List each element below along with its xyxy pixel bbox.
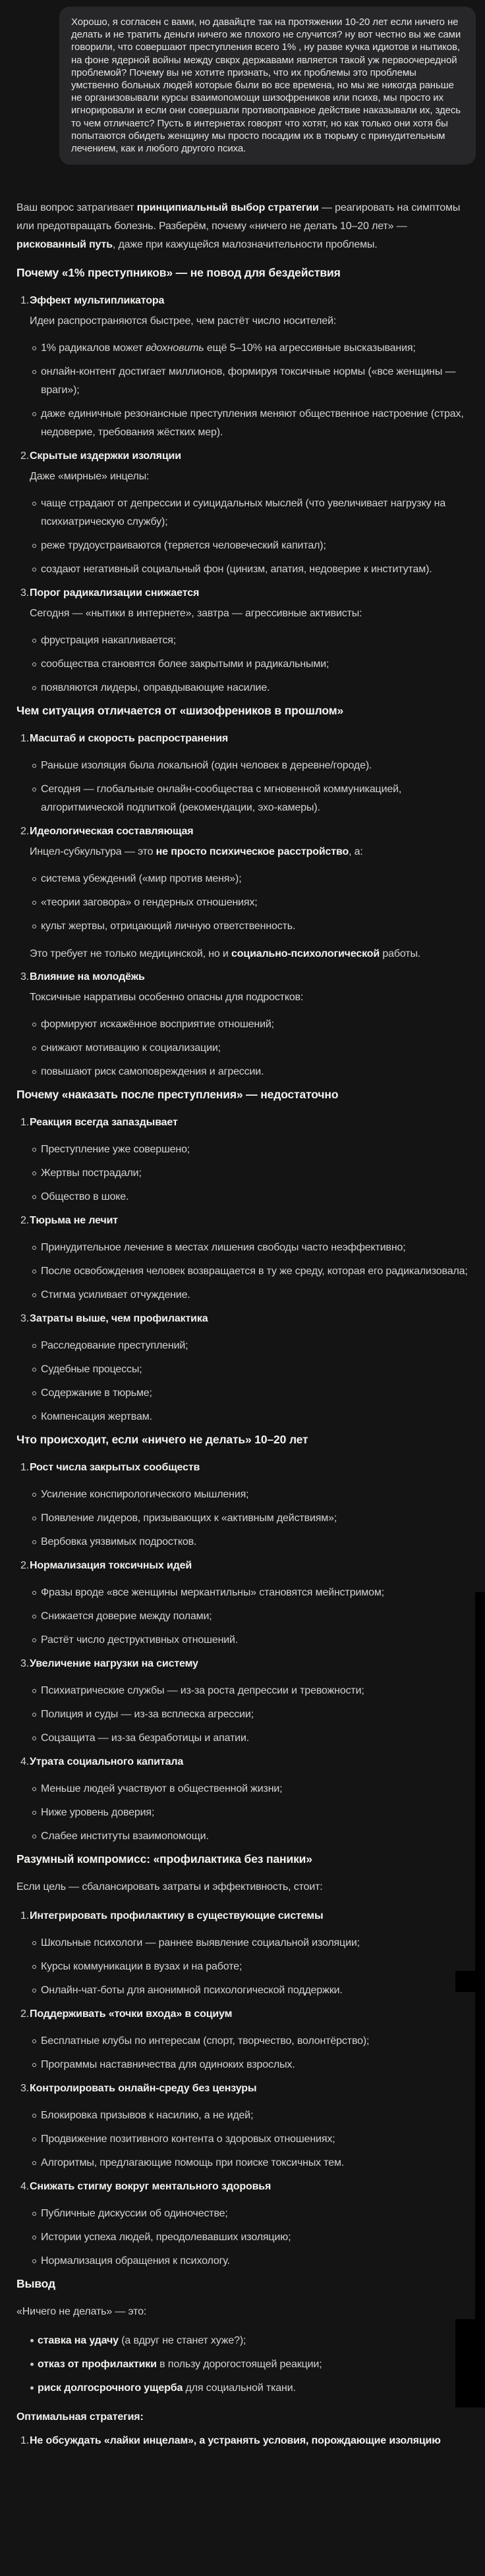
inline-text: формируют искажённое восприятие отношений; bbox=[41, 1019, 274, 1030]
inline-text: даже единичные резонансные преступления меняют общественное настроение (страх, недоверие, требования жёстких мер). bbox=[41, 408, 464, 438]
inline-bold: риск долгосрочного ущерба bbox=[38, 2382, 183, 2394]
sub-bullet-item bbox=[31, 1981, 468, 2000]
inline-text: Ниже уровень доверия; bbox=[41, 1807, 155, 1818]
sub-bullet-item bbox=[31, 1584, 468, 1602]
numbered-item bbox=[20, 1212, 468, 1304]
inline-text: Раньше изоляция была локальной (один человек в деревне/городе). bbox=[41, 760, 372, 771]
numbered-item-title: Скрытые издержки изоляции bbox=[30, 450, 181, 462]
inline-text: Инцел-субкультура — это bbox=[30, 846, 156, 857]
sub-bullet-list bbox=[30, 1140, 468, 1206]
sub-bullet-item bbox=[31, 560, 468, 579]
bullet-item bbox=[27, 2332, 468, 2350]
inline-text: Сегодня — глобальные онлайн-сообщества с мгновенной коммуникацией, алгоритмической подпиткой (рекомендации, эхо-камеры). bbox=[41, 784, 402, 813]
inline-text: в пользу дорогостоящей реакции; bbox=[156, 2359, 322, 2370]
sub-bullet-item bbox=[31, 2056, 468, 2074]
sub-bullet-item bbox=[31, 1780, 468, 1798]
sub-bullet-item bbox=[31, 2032, 468, 2051]
numbered-list bbox=[20, 1459, 468, 1846]
inline-text: — реагировать на симптомы или предотвращать болезнь. Разберём, почему «ничего не делать 10–20 лет» — bbox=[16, 202, 461, 232]
sub-bullet-item bbox=[31, 1486, 468, 1504]
inline-text: Расследование преступлений; bbox=[41, 1340, 188, 1351]
bullet-item bbox=[27, 2355, 468, 2374]
sub-bullet-list bbox=[30, 757, 468, 817]
numbered-item bbox=[20, 2005, 468, 2074]
inline-text: Фразы вроде «все женщины меркантильны» становятся мейнстримом; bbox=[41, 1587, 384, 1598]
answer-subheading: Оптимальная стратегия: bbox=[16, 2411, 144, 2423]
inline-text: Снижается доверие между полами; bbox=[41, 1611, 212, 1622]
answer-section-heading: Почему «наказать после преступления» — недостаточно bbox=[16, 1088, 339, 1101]
sub-bullet-item bbox=[31, 1827, 468, 1846]
inline-text: , а: bbox=[349, 846, 363, 857]
numbered-item-title: Нормализация токсичных идей bbox=[30, 1560, 192, 1571]
sub-bullet-item bbox=[31, 894, 468, 912]
numbered-item bbox=[20, 447, 468, 579]
numbered-item-title: Влияние на молодёжь bbox=[30, 971, 145, 982]
inline-text: фрустрация накапливается; bbox=[41, 635, 177, 646]
sub-bullet-list bbox=[30, 870, 468, 936]
inline-text: Судебные процессы; bbox=[41, 1364, 142, 1375]
answer-section-heading: Вывод bbox=[16, 2277, 55, 2290]
numbered-item-title: Эффект мультипликатора bbox=[30, 295, 165, 306]
inline-text: Жертвы пострадали; bbox=[41, 1167, 142, 1179]
sub-bullet-list bbox=[30, 631, 468, 697]
sub-bullet-item bbox=[31, 780, 468, 817]
inline-bold: ставка на удачу bbox=[38, 2335, 119, 2346]
numbered-item bbox=[20, 1655, 468, 1748]
inline-text: онлайн-контент достигает миллионов, формируя токсичные нормы («все женщины — враги»); bbox=[41, 366, 456, 396]
inline-text: Алгоритмы, предлагающие помощь при поиске токсичных тем. bbox=[41, 2157, 345, 2168]
inline-text: Идеи распространяются быстрее, чем растёт число носителей: bbox=[30, 315, 337, 327]
sub-bullet-item bbox=[31, 1804, 468, 1822]
answer-section-heading: Почему «1% преступников» — не повод для бездействия bbox=[16, 266, 341, 279]
sub-bullet-list bbox=[30, 339, 468, 442]
inline-text: Стигма усиливает отчуждение. bbox=[41, 1289, 190, 1301]
numbered-item bbox=[20, 730, 468, 817]
sub-bullet-item bbox=[31, 339, 468, 358]
numbered-item-title: Поддерживать «точки входа» в социум bbox=[30, 2008, 233, 2020]
answer-section-heading: Что происходит, если «ничего не делать» 10–20 лет bbox=[16, 1433, 308, 1446]
inline-text: Усиление конспирологического мышления; bbox=[41, 1489, 249, 1500]
numbered-list bbox=[20, 1907, 468, 2270]
numbered-item-intro bbox=[30, 468, 468, 486]
inline-text: Вербовка уязвимых подростков. bbox=[41, 1536, 197, 1547]
sub-bullet-item bbox=[31, 917, 468, 936]
sub-bullet-item bbox=[31, 1631, 468, 1650]
inline-text: ещё 5–10% на агрессивные высказывания; bbox=[204, 342, 416, 354]
numbered-item bbox=[20, 1907, 468, 2000]
numbered-item bbox=[20, 584, 468, 697]
sub-bullet-item bbox=[31, 655, 468, 674]
inline-text: Курсы коммуникации в вузах и на работе; bbox=[41, 1961, 242, 1972]
scrollbar-artifact-block bbox=[455, 2319, 485, 2407]
sub-bullet-item bbox=[31, 1934, 468, 1952]
numbered-item bbox=[20, 1753, 468, 1846]
inline-text: Психиатрические службы — из-за роста депрессии и тревожности; bbox=[41, 1685, 364, 1696]
numbered-item-title: Утрата социального капитала bbox=[30, 1756, 184, 1767]
sub-bullet-item bbox=[31, 1239, 468, 1257]
inline-text: «теории заговора» о гендерных отношениях; bbox=[41, 897, 258, 908]
numbered-item-intro bbox=[30, 988, 468, 1007]
inline-text: Сегодня — «нытики в интернете», завтра — агрессивные активисты: bbox=[30, 608, 362, 619]
numbered-item bbox=[20, 1557, 468, 1650]
sub-bullet-item bbox=[31, 2252, 468, 2270]
inline-text: для социальной ткани. bbox=[183, 2382, 296, 2394]
inline-text: Преступление уже совершено; bbox=[41, 1144, 190, 1155]
numbered-item bbox=[20, 2432, 468, 2450]
inline-text: Содержание в тюрьме; bbox=[41, 1387, 152, 1399]
sub-bullet-item bbox=[31, 1140, 468, 1159]
inline-text: , даже при кажущейся малозначительности проблемы. bbox=[112, 239, 378, 250]
inline-text: Публичные дискуссии об одиночестве; bbox=[41, 2208, 228, 2219]
numbered-item-title: Рост числа закрытых сообществ bbox=[30, 1462, 200, 1473]
sub-bullet-item bbox=[31, 1063, 468, 1081]
inline-text: Школьные психологи — раннее выявление социальной изоляции; bbox=[41, 1937, 360, 1948]
inline-text: чаще страдают от депрессии и суицидальных мыслей (что увеличивает нагрузку на психиатрическую службу); bbox=[41, 498, 446, 527]
inline-text: «Ничего не делать» — это: bbox=[16, 2306, 147, 2317]
sub-bullet-item bbox=[31, 1262, 468, 1281]
numbered-item-intro bbox=[30, 312, 468, 331]
inline-text: (а вдруг не станет хуже?); bbox=[118, 2335, 246, 2346]
inline-text: система убеждений («мир против меня»); bbox=[41, 873, 242, 884]
sub-bullet-list bbox=[30, 1584, 468, 1650]
answer-section-heading: Разумный компромисс: «профилактика без паники» bbox=[16, 1852, 312, 1865]
sub-bullet-item bbox=[31, 757, 468, 775]
sub-bullet-item bbox=[31, 1533, 468, 1551]
sub-bullet-item bbox=[31, 1015, 468, 1034]
inline-text: реже трудоустраиваются (теряется человеческий капитал); bbox=[41, 540, 326, 551]
inline-text: 1% радикалов может bbox=[41, 342, 146, 354]
numbered-list bbox=[20, 2432, 468, 2450]
sub-bullet-item bbox=[31, 2154, 468, 2172]
sub-bullet-item bbox=[31, 1729, 468, 1748]
inline-text: Растёт число деструктивных отношений. bbox=[41, 1634, 239, 1646]
sub-bullet-list bbox=[30, 2032, 468, 2074]
inline-text: Компенсация жертвам. bbox=[41, 1411, 152, 1422]
sub-bullet-item bbox=[31, 1384, 468, 1403]
sub-bullet-item bbox=[31, 1188, 468, 1206]
numbered-item-title: Снижать стигму вокруг ментального здоровья bbox=[30, 2181, 271, 2192]
inline-bold: социально-психологической bbox=[231, 948, 380, 959]
sub-bullet-item bbox=[31, 1360, 468, 1379]
numbered-item-title: Контролировать онлайн-среду без цензуры bbox=[30, 2083, 257, 2094]
numbered-item-title: Масштаб и скорость распространения bbox=[30, 733, 229, 744]
inline-text: культ жертвы, отрицающий личную ответственность. bbox=[41, 921, 296, 932]
sub-bullet-item bbox=[31, 1408, 468, 1426]
inline-text: Программы наставничества для одиноких взрослых. bbox=[41, 2059, 295, 2070]
inline-text: Ваш вопрос затрагивает bbox=[16, 202, 137, 213]
inline-text: появляются лидеры, оправдывающие насилие. bbox=[41, 682, 270, 693]
sub-bullet-list bbox=[30, 1015, 468, 1081]
numbered-item-title: Затраты выше, чем профилактика bbox=[30, 1313, 208, 1324]
numbered-item-title: Порог радикализации снижается bbox=[30, 587, 200, 599]
inline-text: Бесплатные клубы по интересам (спорт, творчество, волонтёрство); bbox=[41, 2035, 370, 2047]
inline-bold: принципиальный выбор стратегии bbox=[136, 202, 319, 213]
numbered-list bbox=[20, 1114, 468, 1426]
numbered-item-title: Тюрьма не лечит bbox=[30, 1215, 118, 1226]
inline-bold: рискованный путь bbox=[16, 239, 113, 250]
inline-text: Истории успеха людей, преодолевавших изоляцию; bbox=[41, 2232, 291, 2243]
sub-bullet-item bbox=[31, 2130, 468, 2149]
sub-bullet-item bbox=[31, 1682, 468, 1700]
numbered-item bbox=[20, 1459, 468, 1551]
user-message-bubble bbox=[59, 7, 476, 165]
inline-text: Появление лидеров, призывающих к «активным действиям»; bbox=[41, 1513, 337, 1524]
numbered-item bbox=[20, 2178, 468, 2270]
answer-paragraph bbox=[16, 1878, 468, 1896]
sub-bullet-item bbox=[31, 1958, 468, 1976]
inline-text: Полиция и суды — из-за всплеска агрессии; bbox=[41, 1709, 254, 1720]
numbered-item bbox=[20, 2080, 468, 2172]
sub-bullet-item bbox=[31, 1705, 468, 1724]
user-message-text: Хорошо, я согласен с вами, но давайцте так на протяжении 10-20 лет если ничего не делать и не тратить деньги ничего же плохого не случится? ну вот честно вы же сами говорили, что совершают преступления всего 1% , ну разве кучка идиотов и нытиков, на фоне ядерной войны между свкрх державами является такой уж первоочередной проблемой? Почему вы не хотите признать, что их проблемы это проблемы умственно больных людей которые были во все времена, но мы же никогда раньше не организовывали курсы взаимопомощи шизофреников или психв, мы просто их игнорировали и если они совершали противоправное действие наказывали их, здесь то чем отличаетс? Пусть в интернетах говорят что хотят, но как только они хотя бы попытаются обидеть женщину мы просто посадим их в тюрьму с принудительным лечением, как и любого другого психа. bbox=[71, 16, 461, 155]
sub-bullet-list bbox=[30, 1337, 468, 1426]
inline-text: Принудительное лечение в местах лишения свободы часто неэффективно; bbox=[41, 1242, 406, 1253]
answer-paragraph bbox=[16, 199, 468, 254]
sub-bullet-item bbox=[31, 1286, 468, 1304]
inline-text: Продвижение позитивного контента о здоровых отношениях; bbox=[41, 2133, 335, 2145]
answer-paragraph bbox=[16, 2303, 468, 2321]
inline-text: повышают риск самоповреждения и агрессии. bbox=[41, 1066, 264, 1077]
numbered-item-title: Не обсуждать «лайки инцелам», а устранять условия, порождающие изоляцию bbox=[30, 2435, 441, 2446]
sub-bullet-item bbox=[31, 1509, 468, 1528]
numbered-item-title: Идеологическая составляющая bbox=[30, 826, 194, 837]
inline-text: снижают мотивацию к социализации; bbox=[41, 1042, 221, 1054]
answer-section-heading: Чем ситуация отличается от «шизофреников в прошлом» bbox=[16, 704, 344, 717]
inline-italic: вдохновить bbox=[145, 342, 204, 354]
assistant-message bbox=[16, 199, 468, 2450]
sub-bullet-item bbox=[31, 1607, 468, 1626]
inline-bold: не просто психическое расстройство bbox=[156, 846, 349, 857]
numbered-item-outro bbox=[30, 945, 468, 963]
inline-bold: отказ от профилактики bbox=[38, 2359, 157, 2370]
inline-text: работы. bbox=[380, 948, 421, 959]
numbered-item bbox=[20, 1114, 468, 1206]
inline-text: Даже «мирные» инцелы: bbox=[30, 471, 150, 482]
inline-text: Меньше людей участвуют в общественной жизни; bbox=[41, 1783, 283, 1794]
inline-text: Онлайн-чат-боты для анонимной психологической поддержки. bbox=[41, 1985, 343, 1996]
inline-text: Слабее институты взаимопомощи. bbox=[41, 1831, 209, 1842]
sub-bullet-list bbox=[30, 1780, 468, 1846]
sub-bullet-item bbox=[31, 2228, 468, 2247]
sub-bullet-item bbox=[31, 631, 468, 650]
numbered-item bbox=[20, 968, 468, 1081]
numbered-item bbox=[20, 822, 468, 963]
numbered-list bbox=[20, 292, 468, 697]
sub-bullet-item bbox=[31, 1337, 468, 1355]
sub-bullet-item bbox=[31, 537, 468, 555]
numbered-item-title: Реакция всегда запаздывает bbox=[30, 1117, 178, 1128]
sub-bullet-item bbox=[31, 2106, 468, 2125]
sub-bullet-list bbox=[30, 2205, 468, 2270]
sub-bullet-list bbox=[30, 1486, 468, 1551]
inline-text: Общество в шоке. bbox=[41, 1191, 129, 1202]
sub-bullet-list bbox=[30, 495, 468, 579]
inline-text: сообщества становятся более закрытыми и радикальными; bbox=[41, 658, 329, 670]
sub-bullet-item bbox=[31, 679, 468, 697]
sub-bullet-list bbox=[30, 1934, 468, 2000]
inline-text: Если цель — сбалансировать затраты и эффективность, стоит: bbox=[16, 1881, 323, 1892]
sub-bullet-item bbox=[31, 1164, 468, 1183]
sub-bullet-list bbox=[30, 2106, 468, 2172]
bullet-list bbox=[16, 2332, 468, 2398]
numbered-item-intro bbox=[30, 843, 468, 861]
inline-text: Токсичные нарративы особенно опасны для подростков: bbox=[30, 992, 304, 1003]
bullet-item bbox=[27, 2379, 468, 2398]
inline-text: Соцзащита — из-за безработицы и апатии. bbox=[41, 1732, 250, 1744]
sub-bullet-item bbox=[31, 870, 468, 888]
numbered-item-title: Увеличение нагрузки на систему bbox=[30, 1658, 198, 1669]
numbered-list bbox=[20, 730, 468, 1081]
sub-bullet-list bbox=[30, 1682, 468, 1748]
numbered-item bbox=[20, 1310, 468, 1426]
sub-bullet-item bbox=[31, 405, 468, 442]
scrollbar-artifact[interactable] bbox=[475, 1592, 485, 2407]
inline-text: Блокировка призывов к насилию, а не идей; bbox=[41, 2110, 254, 2121]
sub-bullet-item bbox=[31, 2205, 468, 2223]
numbered-item bbox=[20, 292, 468, 442]
inline-text: Нормализация обращения к психологу. bbox=[41, 2255, 230, 2267]
sub-bullet-list bbox=[30, 1239, 468, 1304]
sub-bullet-item bbox=[31, 363, 468, 400]
scrollbar-artifact-block bbox=[455, 1971, 485, 1992]
inline-text: создают негативный социальный фон (цинизм, апатия, недоверие к институтам). bbox=[41, 564, 432, 575]
numbered-item-intro bbox=[30, 604, 468, 623]
sub-bullet-item bbox=[31, 1039, 468, 1058]
inline-text: После освобождения человек возвращается в ту же среду, которая его радикализовала; bbox=[41, 1266, 468, 1277]
inline-text: Это требует не только медицинской, но и bbox=[30, 948, 232, 959]
numbered-item-title: Интегрировать профилактику в существующие системы bbox=[30, 1910, 324, 1921]
sub-bullet-item bbox=[31, 495, 468, 531]
